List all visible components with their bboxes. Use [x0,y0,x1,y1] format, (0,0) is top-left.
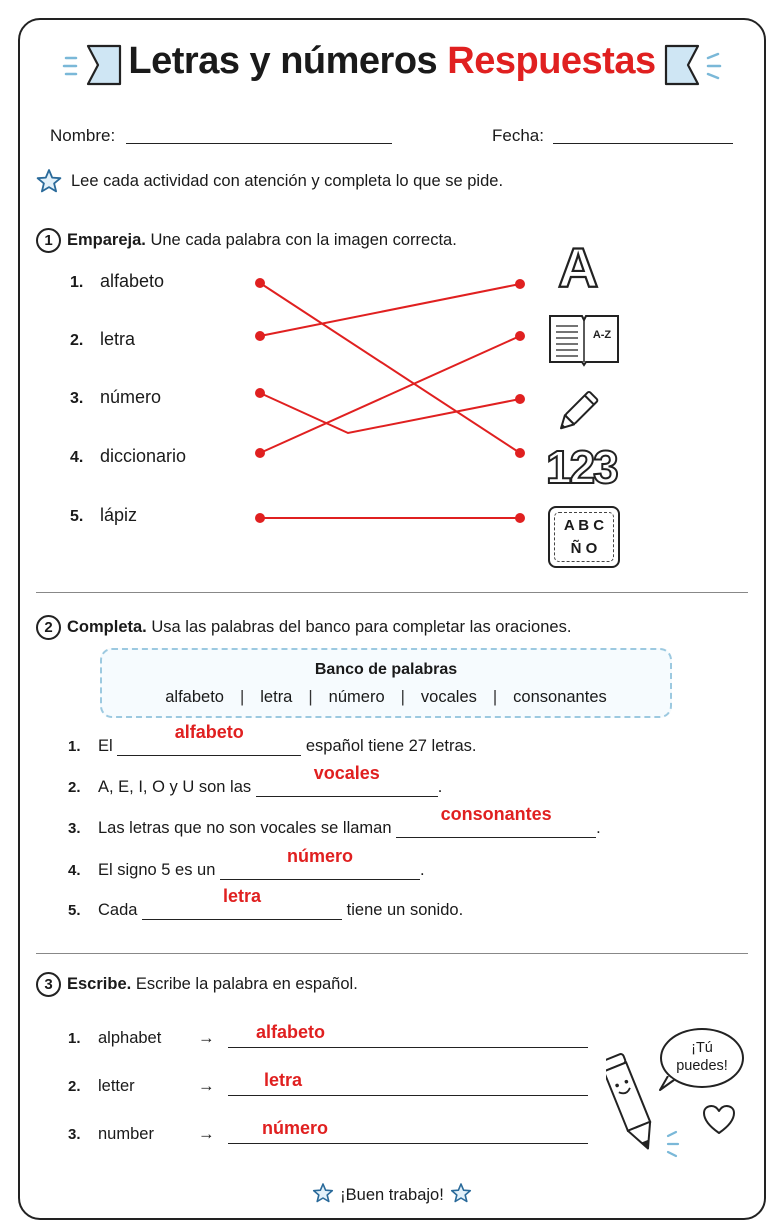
star-icon [36,168,62,194]
name-field[interactable] [126,128,392,144]
arrow-icon: → [198,1029,215,1047]
sentence-5: 5. Cada letra tiene un sonido. [68,886,464,919]
match-item-4: 4. diccionario [70,446,187,466]
divider-2 [36,953,748,954]
dictionary-book-icon [546,308,622,368]
bank-word-3: número [328,688,385,706]
blank-4[interactable]: número [220,860,420,880]
bubble-tail-icon [658,1076,678,1092]
bank-word-1: alfabeto [165,688,224,706]
page-title: Letras y números Respuestas [128,40,656,82]
match-item-5: 5. lápiz [70,505,138,525]
letter-a-icon: A [558,236,599,299]
section2-heading: 2 Completa. Usa las palabras del banco para completar las oraciones. [36,615,571,640]
bank-word-4: vocales [420,688,477,706]
star-icon [450,1182,472,1204]
arrow-icon: → [198,1125,215,1143]
blank-3[interactable]: consonantes [396,818,596,838]
write-answer-3: número [262,1118,329,1138]
match-item-3: 3. número [70,387,162,407]
pencil-icon [556,378,612,434]
write-answer-1: alfabeto [256,1022,326,1042]
match-item-2: 2. letra [70,329,136,349]
instructions-text: Lee cada actividad con atención y completa lo que se pide. [71,172,504,190]
star-icon [312,1182,334,1204]
sentence-2: 2. A, E, I, O y U son las vocales . [68,763,443,796]
date-label: Fecha: [492,126,544,145]
name-label: Nombre: [50,126,116,145]
sentence-1: 1. El alfabeto español tiene 27 letras. [68,722,477,755]
sentence-3: 3. Las letras que no son vocales se llaman consonantes . [68,804,601,837]
numbers-123-icon: 123 [546,441,617,493]
bank-word-2: letra [260,688,293,706]
word-bank-title: Banco de palabras [314,661,458,678]
blank-1[interactable]: alfabeto [117,736,301,756]
footer-text: ¡Buen trabajo! [340,1186,444,1204]
divider-1 [36,592,748,593]
write-item-3: 3. number [68,1125,154,1143]
blank-2[interactable]: vocales [256,777,438,797]
match-item-1: 1. alfabeto [70,271,165,291]
write-answer-2: letra [264,1070,303,1090]
sentence-4: 4. El signo 5 es un número . [68,846,425,879]
abc-card-icon: A B C Ñ O [548,506,620,568]
blank-5[interactable]: letra [142,900,342,920]
heart-icon [702,1104,736,1136]
arrow-icon: → [198,1077,215,1095]
speech-bubble: ¡Tú puedes! [660,1028,744,1088]
book-label: A-Z [592,329,612,341]
write-item-1: 1. alphabet [68,1029,162,1047]
section1-heading: 1 Empareja. Une cada palabra con la imagen correcta. [36,228,457,253]
section3-heading: 3 Escribe. Escribe la palabra en español. [36,972,358,997]
write-item-2: 2. letter [68,1077,135,1095]
date-field[interactable] [553,128,733,144]
footer [0,1182,784,1205]
bank-word-5: consonantes [513,688,607,706]
title-answers: Respuestas [447,40,656,82]
word-bank: Banco de palabras alfabeto | letra | número | vocales | consonantes [100,648,672,718]
